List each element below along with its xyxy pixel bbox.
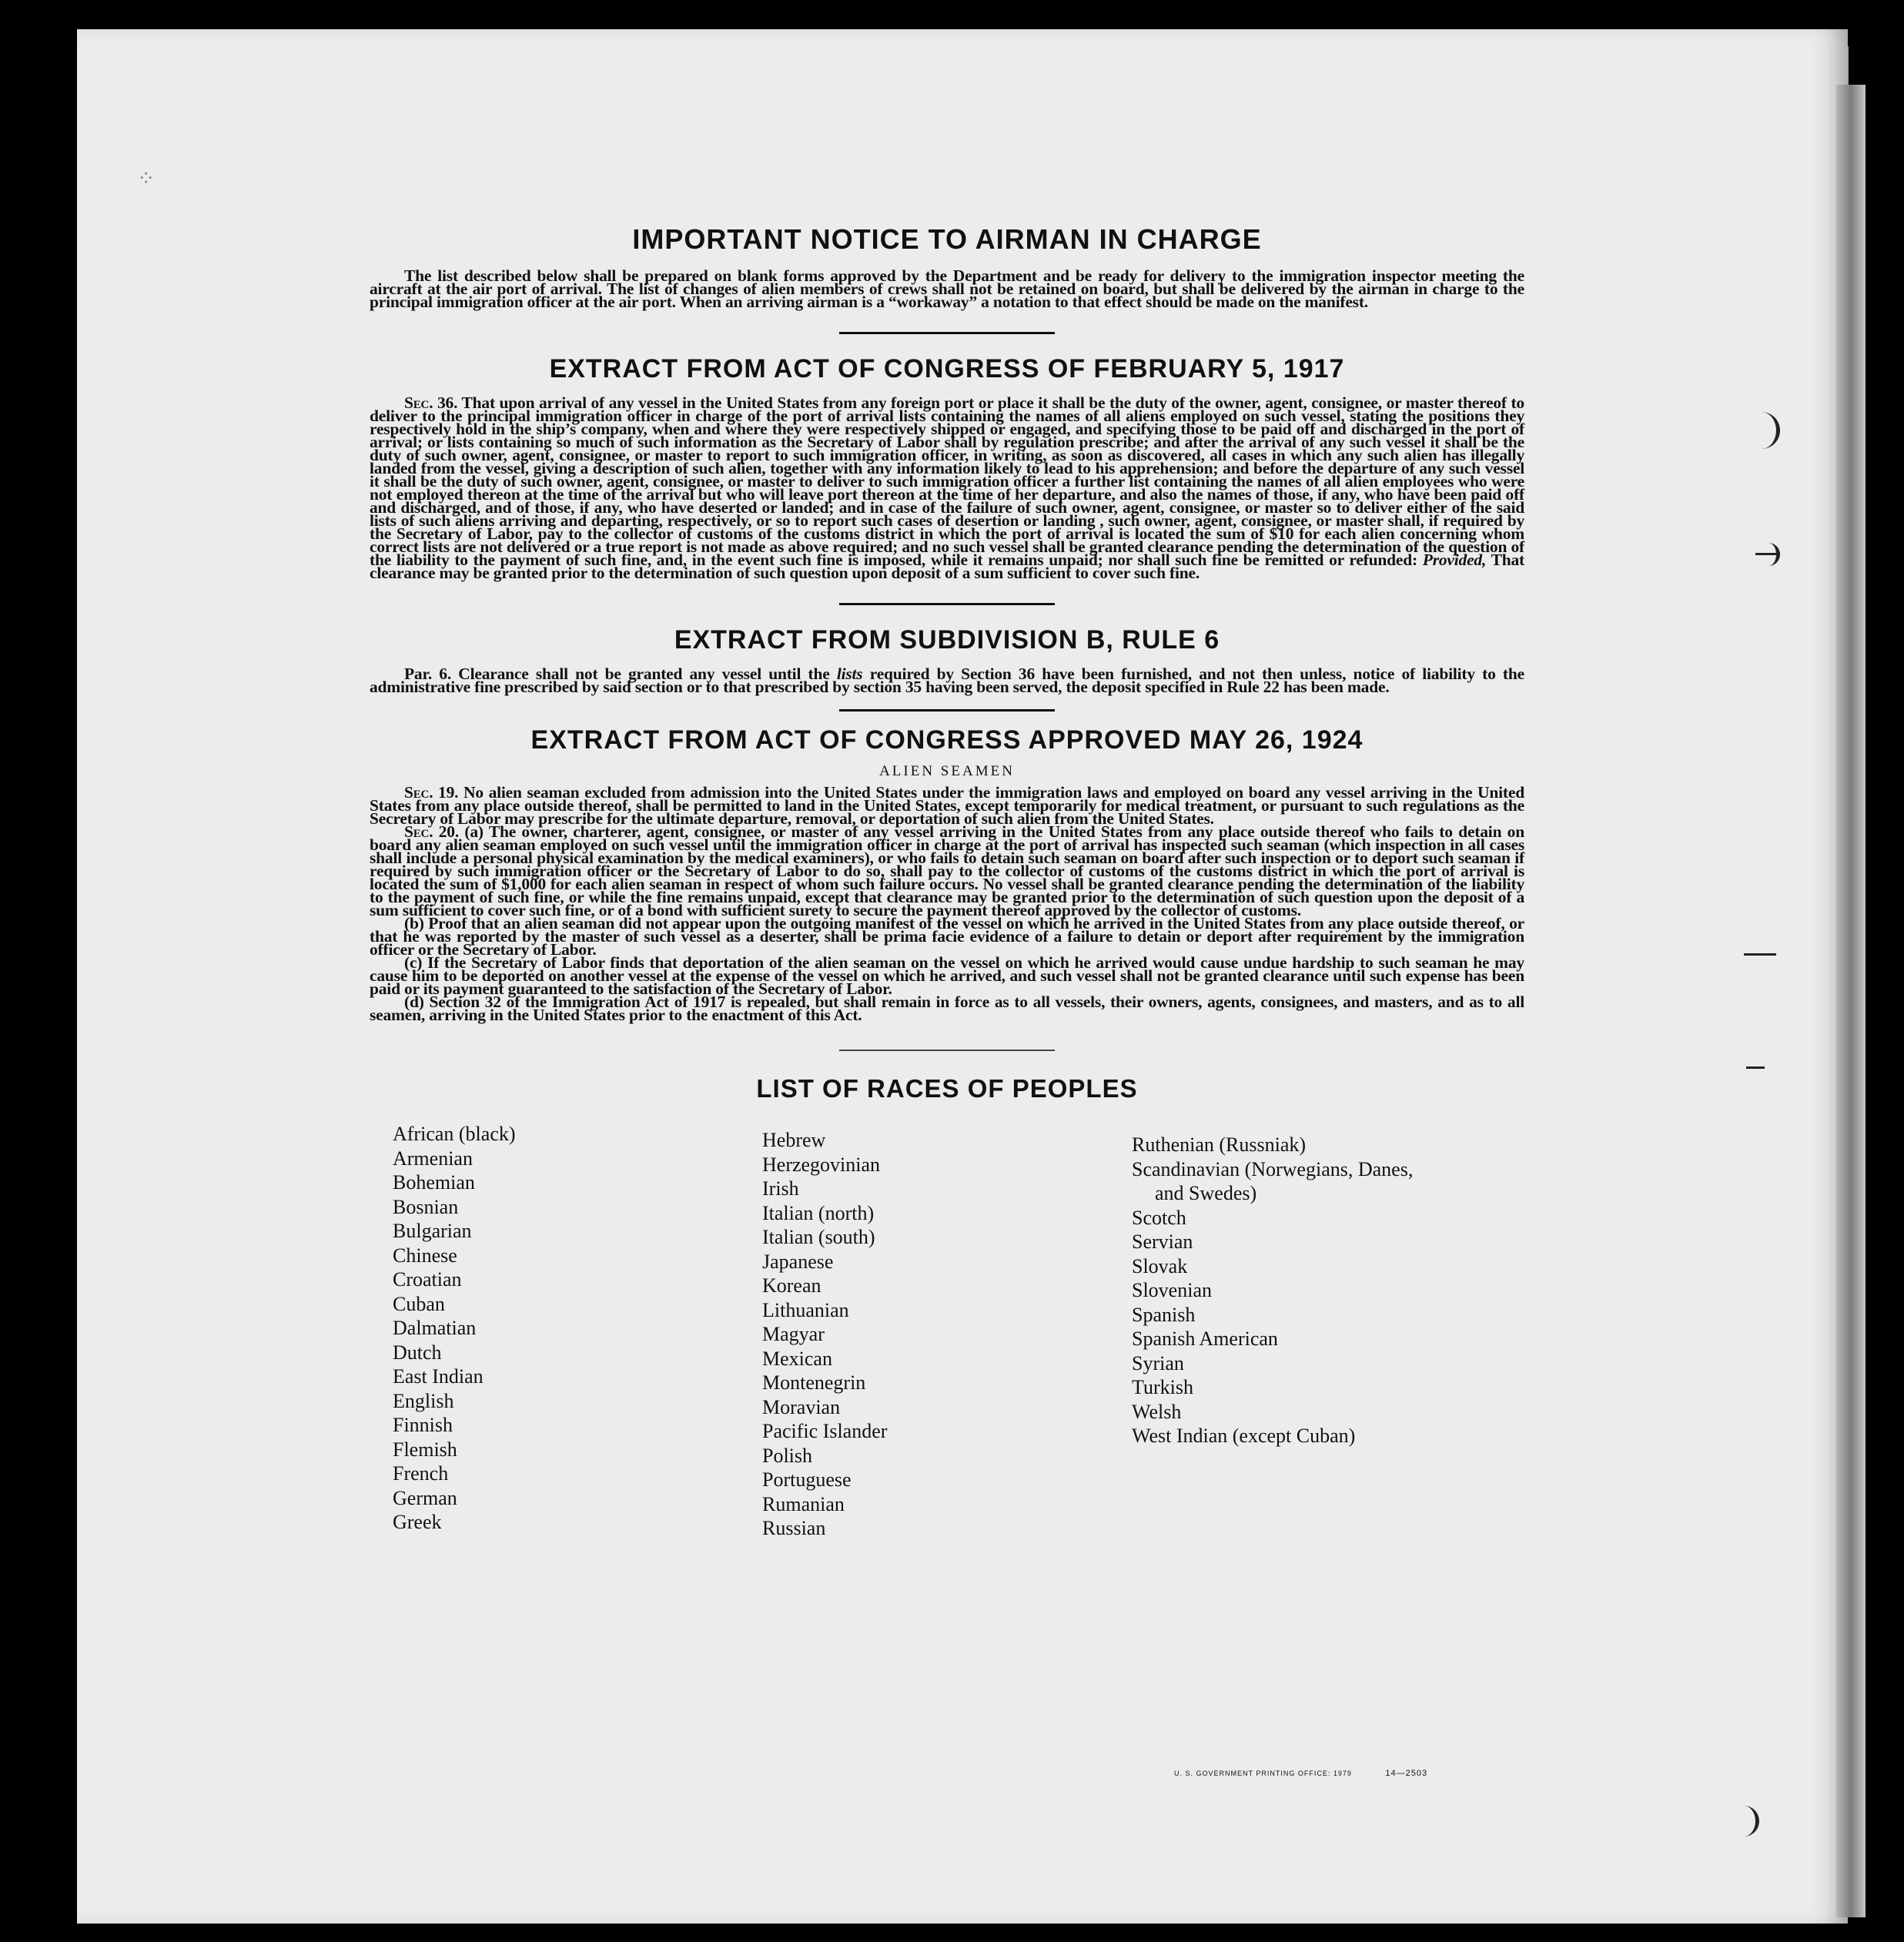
- race-item: Welsh: [1132, 1400, 1182, 1423]
- race-item: Finnish: [393, 1414, 453, 1436]
- printer-line: U. S. GOVERNMENT PRINTING OFFICE: 1979: [1174, 1770, 1352, 1777]
- races-column-2: [762, 1128, 1124, 1541]
- act-1917-title: EXTRACT FROM ACT OF CONGRESS OF FEBRUARY 5, 1917: [549, 354, 1345, 383]
- race-item: Italian (south): [762, 1226, 875, 1248]
- notice-title: IMPORTANT NOTICE TO AIRMAN IN CHARGE: [632, 223, 1262, 255]
- race-item: Syrian: [1132, 1351, 1184, 1374]
- race-item: German: [393, 1486, 457, 1509]
- provided-word: Provided,: [1422, 551, 1487, 569]
- race-item: Mexican: [762, 1347, 832, 1370]
- bleed-mark-icon: ⁘: [137, 166, 156, 190]
- race-item: Slovak: [1132, 1254, 1188, 1277]
- races-list: [370, 1122, 1524, 1541]
- race-item: West Indian (except Cuban): [1132, 1425, 1356, 1447]
- race-item: Scandinavian (Norwegians, Danes,: [1132, 1157, 1414, 1180]
- act-1924-sec-20a: [370, 822, 1524, 919]
- race-item: African (black): [393, 1123, 516, 1145]
- par-6-text-b: required by Section 36 have been furnished, and not then unless, notice of liability to the administrative fine prescribed by said section or to that prescribed by section 35 having been served, the deposit specified in Rule 22 has been made.: [370, 665, 1524, 696]
- rule-6-title: EXTRACT FROM SUBDIVISION B, RULE 6: [674, 625, 1220, 655]
- race-item: Servian: [1132, 1230, 1193, 1253]
- sec-36-tail: That clearance may be granted prior to the determination of such question upon deposit of a sum sufficient to cover such fine.: [370, 551, 1524, 582]
- lists-word: lists: [836, 665, 863, 683]
- alien-seamen-subtitle: ALIEN SEAMEN: [879, 763, 1015, 779]
- sec-20-label: Sec. 20.: [404, 822, 460, 841]
- race-item: Magyar: [762, 1323, 825, 1345]
- races-column-3: [1132, 1133, 1494, 1541]
- sec-36-text: That upon arrival of any vessel in the United States from any foreign port or place it shall be the duty of the owner, agent, consignee, or master thereof to deliver to the principal immigration officer in charge of the port of arrival lists containing the names of all aliens employed on such vessel, stating the positions they respectively hold in the ship’s company, when and where they were respectively shipped or engaged, and specifying those to be paid off and discharged in the port of arrival; or lists containing so much of such information as the Secretary of Labor shall by regulation prescribe; and after the arrival of any such vessel it shall be the duty of such owner, agent, consignee, or master to report to such immigration officer, in writing, as soon as discovered, all cases in which any such alien has illegally landed from the vessel, giving a description of such alien, together with any information likely to lead to his apprehension; and before the departure of any such vessel it shall be the duty of such owner, agent, consignee, or master to deliver to such immigration officer a further list containing the names of all alien employees who were not employed thereon at the time of the arrival but who will leave port thereon at the time of her departure, and also the names of those, if any, who have been paid off and discharged, and of those, if any, who have deserted or landed; and in case of the failure of such owner, agent, consignee, or master so to deliver either of the said lists of such aliens arriving and departing, respectively, or so to report such cases of desertion or landing , such owner, agent, consignee, or master shall, if required by the Secretary of Labor, pay to the collector of customs of the customs district in which the port of arrival is located the sum of $10 for each alien concerning whom correct lists are not delivered or a true report is not made as above required; and no such vessel shall be granted clearance pending the determination of the question of the liability to the payment of such fine, and, in the event such fine is imposed, while it remains unpaid; nor shall such fine be remitted or refunded:: [370, 393, 1524, 569]
- races-column-1: [393, 1122, 755, 1541]
- race-item: Irish: [762, 1177, 799, 1200]
- race-item: Rumanian: [762, 1492, 845, 1515]
- section-divider: [839, 603, 1055, 605]
- sec-19-text: No alien seaman excluded from admission into the United States under the immigration laws and employed on board any vessel arriving in the United States from any place outside thereof, shall be permitted to land in the United States, except temporarily for medical treatment, or pursuant to such regulations as the Secretary of Labor may prescribe for the ultimate departure, removal, or deportation of such alien from the United States.: [370, 783, 1524, 828]
- par-6-label: Par. 6.: [404, 665, 452, 683]
- act-1924-sec-20b: (b) Proof that an alien seaman did not appear upon the outgoing manifest of the vessel on which he arrived in the United States from any place outside thereof, or that he was reported by the master of such vessel as a deserter, shall be prima facie evidence of a failure to detain or deport after requirement by the immigration officer or the Secretary of Labor.: [370, 914, 1524, 959]
- race-item: Japanese: [762, 1250, 834, 1273]
- race-item: Polish: [762, 1444, 813, 1467]
- race-item: Dutch: [393, 1341, 442, 1364]
- race-item: Dalmatian: [393, 1317, 477, 1339]
- sec-19-label: Sec. 19.: [404, 783, 459, 802]
- race-item: Moravian: [762, 1395, 841, 1418]
- race-item: Greek: [393, 1511, 442, 1533]
- race-item: Scotch: [1132, 1206, 1186, 1229]
- race-item: Pacific Islander: [762, 1420, 888, 1442]
- race-item: East Indian: [393, 1365, 484, 1388]
- section-divider: [839, 709, 1055, 712]
- act-1924-title: EXTRACT FROM ACT OF CONGRESS APPROVED MAY 26, 1924: [530, 725, 1364, 755]
- race-item: Spanish American: [1132, 1328, 1278, 1350]
- race-item: Slovenian: [1132, 1279, 1212, 1301]
- act-1924-sec-20d: (d) Section 32 of the Immigration Act of 1917 is repealed, but shall remain in force as to all vessels, their owners, agents, consignees, and masters, and as to all seamen, arriving in the United States prior to the enactment of this Act.: [370, 993, 1524, 1024]
- race-item: Chinese: [393, 1244, 457, 1267]
- par-6-text-a: Clearance shall not be granted any vessel until the: [458, 665, 830, 683]
- race-item: Flemish: [393, 1438, 457, 1461]
- race-item: English: [393, 1389, 454, 1412]
- document-content: [370, 216, 1524, 1541]
- form-number: 14—2503: [1385, 1769, 1428, 1778]
- race-item: Bosnian: [393, 1195, 459, 1218]
- race-item: Bulgarian: [393, 1220, 472, 1242]
- section-divider: [839, 1050, 1055, 1051]
- race-item: Turkish: [1132, 1376, 1193, 1398]
- race-item: Hebrew: [762, 1129, 826, 1151]
- act-1924-sec-20c: (c) If the Secretary of Labor finds that deportation of the alien seaman on the vessel on which he arrived would cause undue hardship to such seaman he may cause him to be deported on another vessel at the expense of the vessel on which he arrived, and such vessel shall not be granted clearance until such expense has been paid or its payment guaranteed to the satisfaction of the Secretary of Labor.: [370, 953, 1524, 998]
- notice-body: The list described below shall be prepared on blank forms approved by the Department and be ready for delivery to the immigration inspector meeting the aircraft at the air port of arrival. The list of changes of alien members of crews shall not be retained on board, but shall be delivered by the airman in charge to the principal immigration officer at the air port. When an arriving airman is a “workaway” a notation to that effect should be made on the manifest.: [370, 266, 1524, 311]
- races-title: LIST OF RACES OF PEOPLES: [756, 1074, 1138, 1103]
- race-item: Lithuanian: [762, 1298, 849, 1321]
- race-item: Portuguese: [762, 1468, 852, 1491]
- race-item: Russian: [762, 1517, 826, 1539]
- race-item: French: [393, 1462, 449, 1485]
- race-item: and Swedes): [1155, 1182, 1257, 1204]
- race-item: Montenegrin: [762, 1371, 866, 1394]
- race-item: Italian (north): [762, 1201, 875, 1224]
- race-item: Croatian: [393, 1268, 462, 1291]
- margin-tick-icon: [1746, 1066, 1765, 1069]
- act-1924-sec-19: [370, 783, 1524, 828]
- race-item: Bohemian: [393, 1171, 475, 1194]
- act-1917-sec-36: [370, 393, 1524, 582]
- section-divider: [839, 332, 1055, 334]
- sec-20a-text: (a) The owner, charterer, agent, consignee, or master of any vessel arriving in the United States from any place outside thereof who fails to detain on board any alien seaman employed on such vessel until the immigration officer in charge at the port of arrival has inspected such seaman (which inspection in all cases shall include a personal physical examination by the medical examiners), or who fails to detain such seaman on board after such inspection or to deport such seaman if required by such immigration officer or the Secretary of Labor to do so, shall pay to the collector of customs of the customs district in which the port of arrival is located the sum of $1,000 for each alien seaman in respect of whom such failure occurs. No vessel shall be granted clearance pending the determination of the liability to the payment of such fine, or while the fine remains unpaid, except that clearance may be granted prior to the determination of such question upon the deposit of a sum sufficient to cover such fine, or of a bond with sufficient surety to secure the payment thereof approved by the collector of customs.: [370, 822, 1524, 919]
- margin-tick-icon: [1744, 953, 1776, 956]
- sec-36-label: Sec. 36.: [404, 393, 458, 412]
- race-item: Cuban: [393, 1292, 445, 1315]
- printer-imprint: [1174, 1769, 1427, 1778]
- rule-6-par-6: [370, 665, 1524, 696]
- race-item: Armenian: [393, 1147, 473, 1170]
- page-edge: [1836, 85, 1866, 1917]
- race-item: Spanish: [1132, 1303, 1196, 1326]
- race-item: Herzegovinian: [762, 1153, 881, 1176]
- race-item: Ruthenian (Russniak): [1132, 1133, 1307, 1156]
- race-item: Korean: [762, 1274, 821, 1297]
